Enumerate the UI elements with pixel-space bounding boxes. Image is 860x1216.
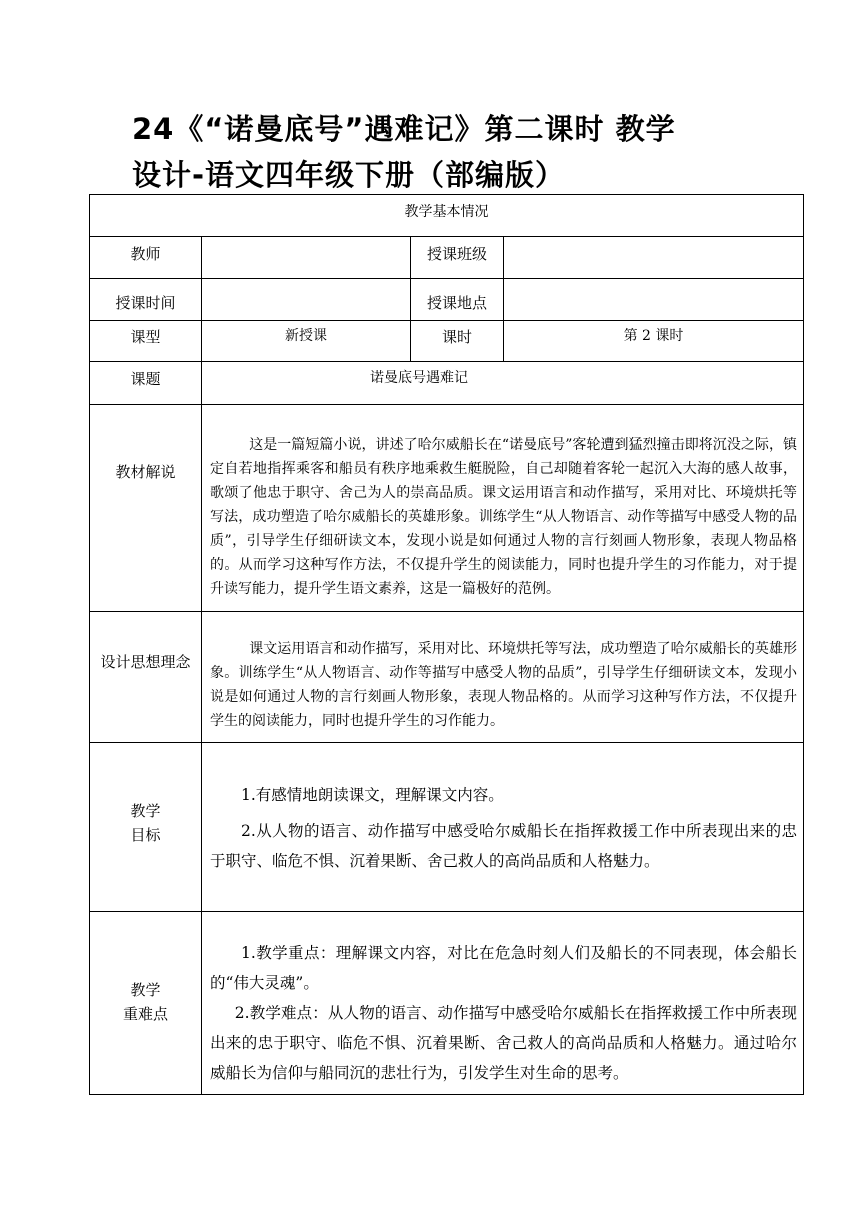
teacher-value: [202, 237, 411, 279]
table-header: 教学基本情况: [90, 195, 804, 237]
class-value: [504, 237, 804, 279]
title-line-2: 设计-语文四年级下册（部编版）: [132, 158, 566, 192]
design-text: 课文运用语言和动作描写，采用对比、环境烘托等写法，成功塑造了哈尔威船长的英雄形象。训练学生“从人物语言、动作等描写中感受人物的品质”，引导学生仔细研读文本，发现小说是如何通过人物的言行刻画人物形象，表现人物品格的。从而学习这种写作方法，不仅提升学生的阅读能力，同时也提升学生的习作能力。: [210, 641, 797, 729]
table-row: [90, 362, 804, 405]
topic-label: 课题: [90, 362, 202, 405]
textbook-label: 教材解说: [90, 405, 202, 612]
keypoint-item: 1.教学重点：理解课文内容，对比在危急时刻人们及船长的不同表现，体会船长的“伟大灵魂”。: [210, 944, 797, 992]
lesson-info-table: [89, 194, 804, 1095]
table-row: [90, 743, 804, 912]
goals-label-line1: 教学: [130, 802, 161, 820]
design-label: 设计思想理念: [90, 612, 202, 743]
time-label: 授课时间: [90, 279, 202, 321]
keypoint-item: 2.教学难点：从人物的语言、动作描写中感受哈尔威船长在指挥救援工作中所表现出来的忠于职守、临危不惧、沉着果断、舍己救人的高尚品质和人格魅力。通过哈尔威船长为信仰与船同沉的悲壮行为，引发学生对生命的思考。: [210, 1004, 797, 1082]
table-row: [90, 912, 804, 1095]
table-row: [90, 321, 804, 362]
keypoints-label-line1: 教学: [130, 981, 161, 999]
type-value: 新授课: [202, 321, 411, 362]
keypoints-label-line2: 重难点: [122, 1005, 168, 1023]
place-value: [504, 279, 804, 321]
table-header-row: [90, 195, 804, 237]
textbook-text: 这是一篇短篇小说，讲述了哈尔威船长在“诺曼底号”客轮遭到猛烈撞击即将沉没之际，镇定自若地指挥乘客和船员有秩序地乘救生艇脱险，自己却随着客轮一起沉入大海的感人故事，歌颂了他忠于职守、舍己为人的崇高品质。课文运用语言和动作描写，采用对比、环境烘托等写法，成功塑造了哈尔威船长的英雄形象。训练学生“从人物语言、动作等描写中感受人物的品质”，引导学生仔细研读文本，发现小说是如何通过人物的言行刻画人物形象，表现人物品格的。从而学习这种写作方法，不仅提升学生的阅读能力，同时也提升学生的习作能力，对于提升读写能力，提升学生语文素养，这是一篇极好的范例。: [210, 437, 797, 597]
time-value: [202, 279, 411, 321]
table-row: [90, 405, 804, 612]
document-title: [132, 106, 772, 198]
period-label: 课时: [411, 321, 504, 362]
topic-value: 诺曼底号遇难记: [202, 362, 804, 405]
teacher-label: 教师: [90, 237, 202, 279]
table-row: [90, 612, 804, 743]
type-label: 课型: [90, 321, 202, 362]
period-value: 第 2 课时: [504, 321, 804, 362]
class-label: 授课班级: [411, 237, 504, 279]
table-row: [90, 237, 804, 279]
place-label: 授课地点: [411, 279, 504, 321]
goal-item: 2.从人物的语言、动作描写中感受哈尔威船长在指挥救援工作中所表现出来的忠于职守、临危不惧、沉着果断、舍己救人的高尚品质和人格魅力。: [210, 822, 797, 870]
goals-label-line2: 目标: [130, 826, 161, 844]
goal-item: 1.有感情地朗读课文，理解课文内容。: [241, 786, 504, 804]
title-line-1: 24《“诺曼底号”遇难记》第二课时 教学: [132, 112, 676, 146]
table-row: [90, 279, 804, 321]
